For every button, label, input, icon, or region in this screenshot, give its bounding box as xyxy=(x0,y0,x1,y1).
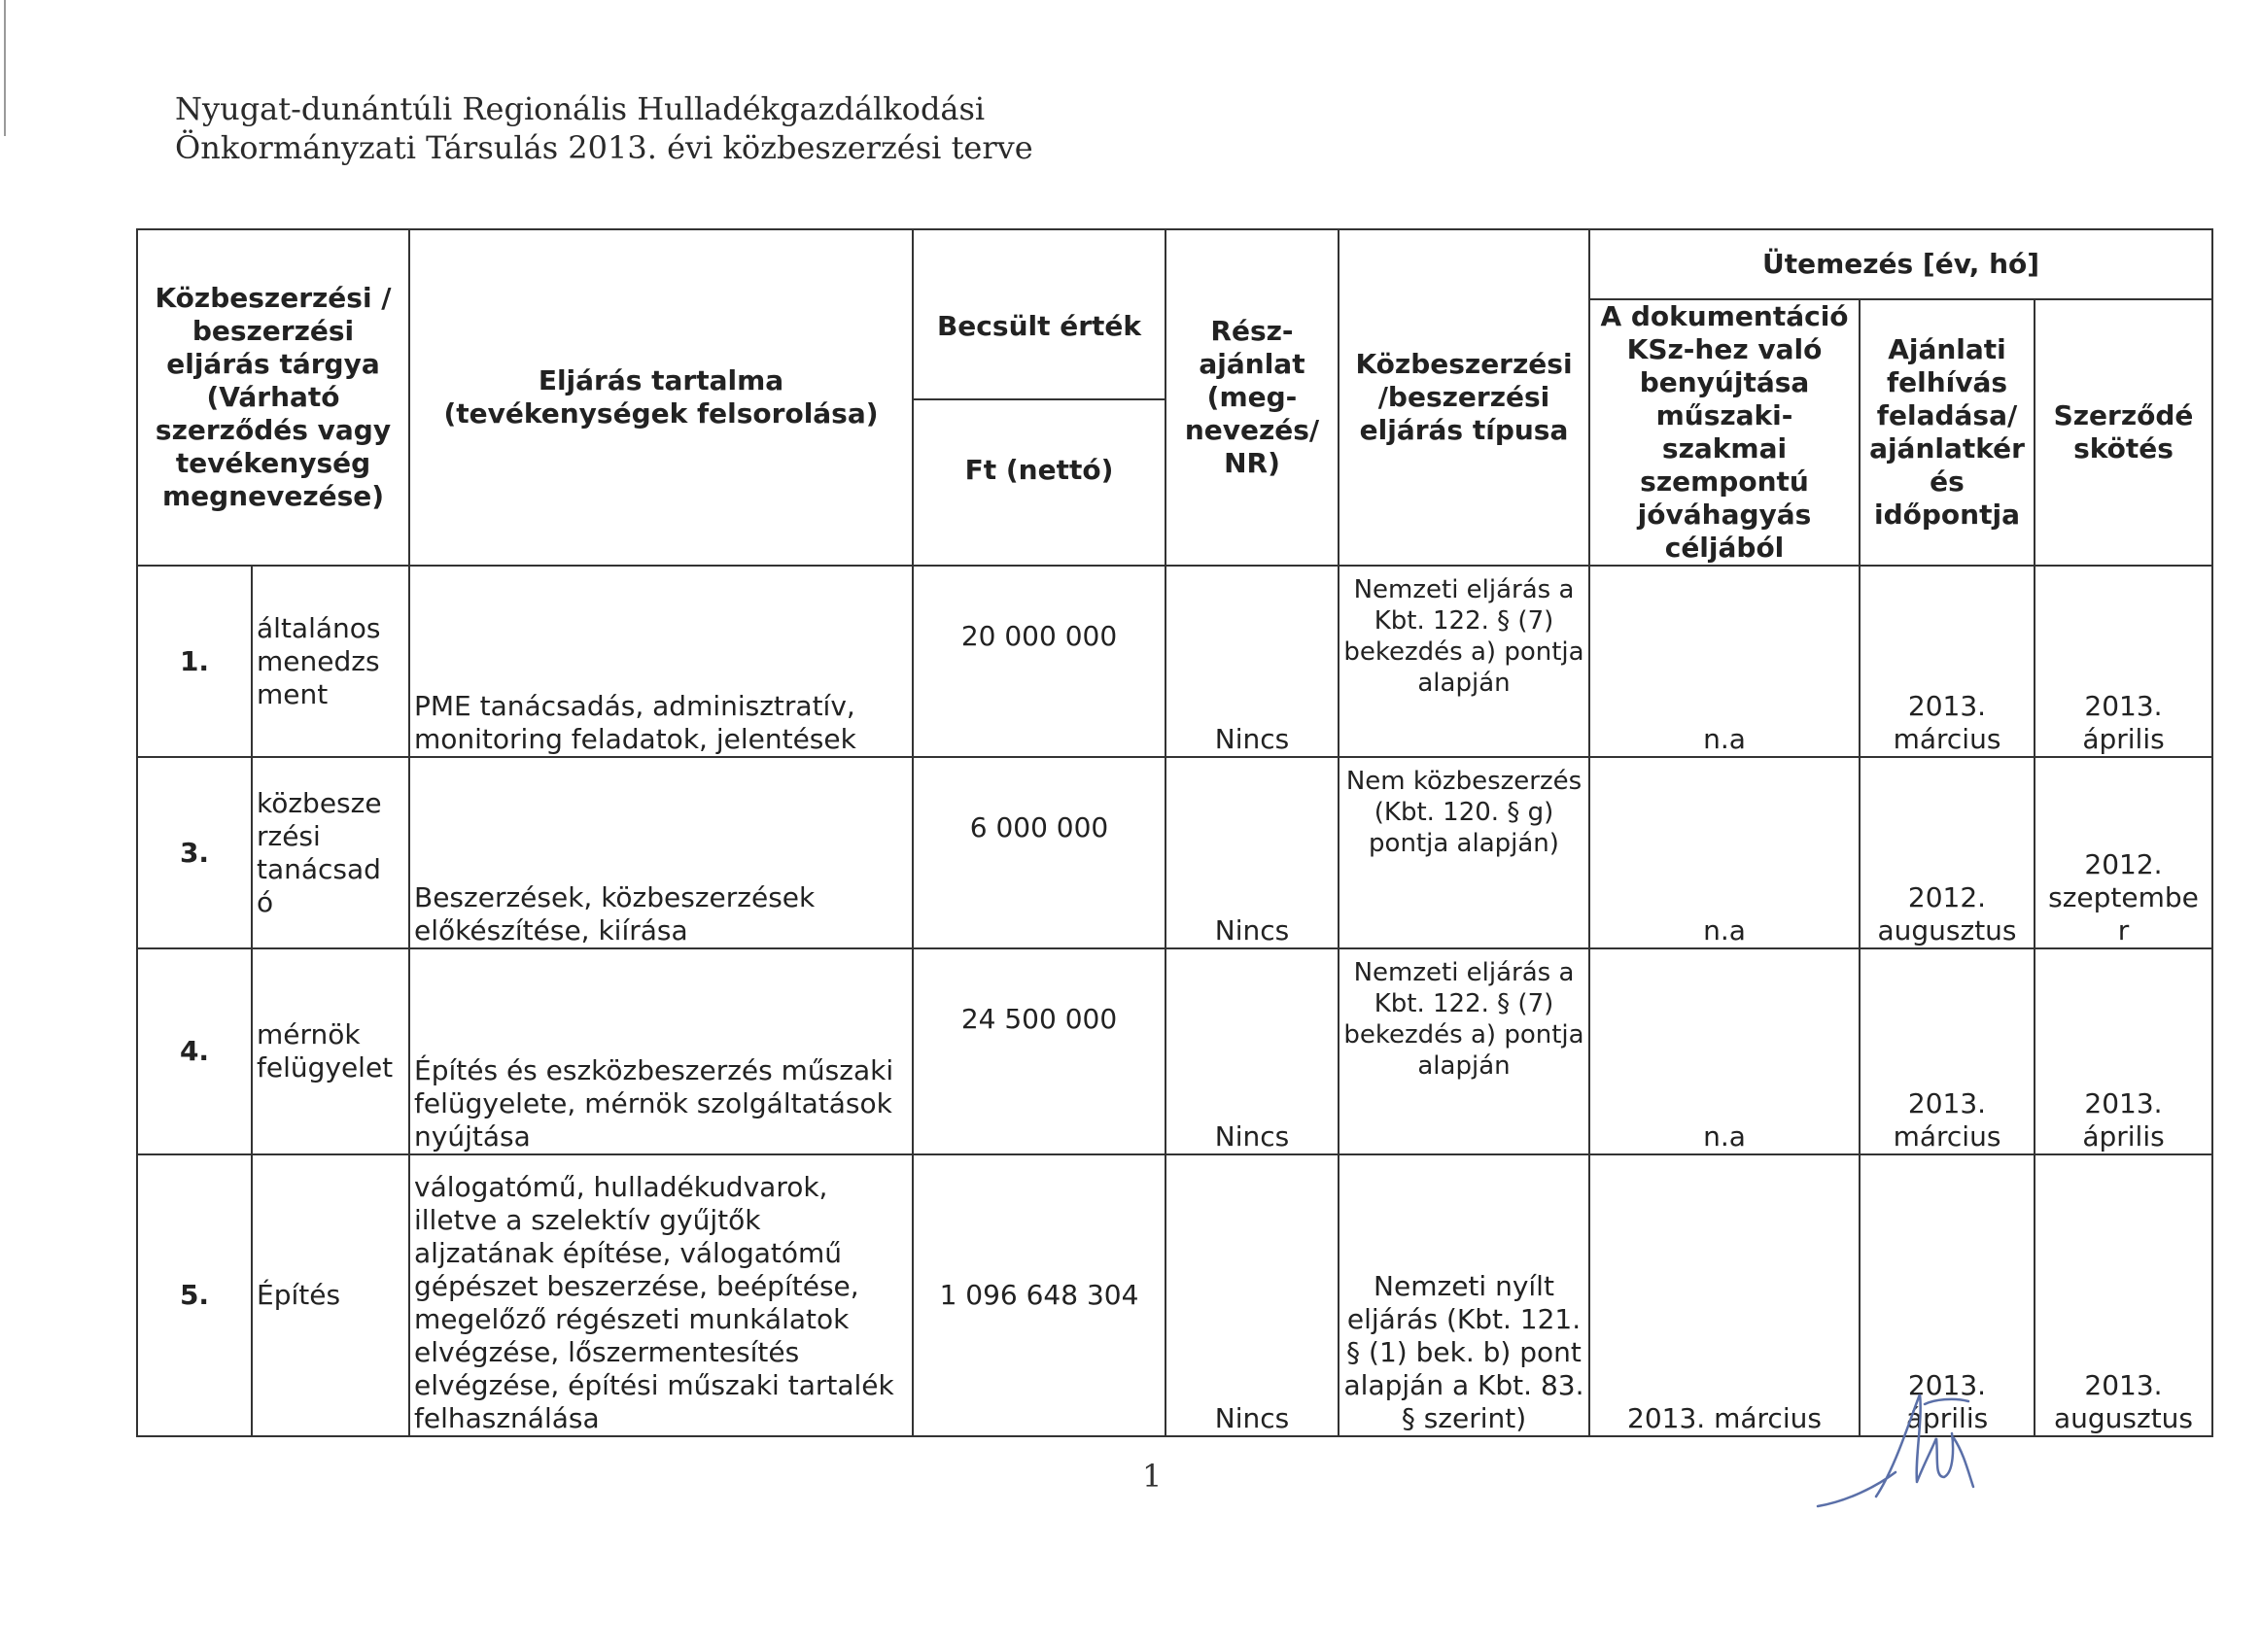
row-call: 2013. április xyxy=(1860,1154,2035,1436)
row-contract: 2013. április xyxy=(2035,948,2212,1154)
header-type: Közbeszerzési /beszerzési eljárás típusa xyxy=(1339,229,1589,566)
row-call: 2013. március xyxy=(1860,566,2035,757)
row-number: 5. xyxy=(137,1154,252,1436)
row-type: Nemzeti nyílt eljárás (Kbt. 121. § (1) bek. b) pont alapján a Kbt. 83. § szerint) xyxy=(1339,1154,1589,1436)
signature-icon xyxy=(1808,1380,1983,1526)
row-content: PME tanácsadás, adminisztratív, monitoring feladatok, jelentések xyxy=(409,566,913,757)
header-content: Eljárás tartalma (tevékenységek felsorolása) xyxy=(409,229,913,566)
row-category: közbesze rzési tanácsad ó xyxy=(252,757,409,948)
row-contract: 2012. szeptembe r xyxy=(2035,757,2212,948)
header-doc: A dokumentáció KSz-hez való benyújtása műszaki-szakmai szempontú jóváhagyás céljából xyxy=(1589,299,1860,566)
row-call: 2012. augusztus xyxy=(1860,757,2035,948)
table-row xyxy=(137,757,2212,948)
header-contract: Szerződé skötés xyxy=(2035,299,2212,566)
row-number: 4. xyxy=(137,948,252,1154)
row-call: 2013. március xyxy=(1860,948,2035,1154)
header-schedule: Ütemezés [év, hó] xyxy=(1589,229,2212,299)
row-doc: n.a xyxy=(1589,566,1860,757)
row-doc: n.a xyxy=(1589,948,1860,1154)
row-type: Nemzeti eljárás a Kbt. 122. § (7) bekezdés a) pontja alapján xyxy=(1339,566,1589,757)
row-content: Beszerzések, közbeszerzések előkészítése, kiírása xyxy=(409,757,913,948)
row-doc: n.a xyxy=(1589,757,1860,948)
row-partial: Nincs xyxy=(1165,1154,1339,1436)
row-value: 24 500 000 xyxy=(913,948,1165,1154)
header-value-cell xyxy=(913,229,1165,566)
header-value-unit: Ft (nettó) xyxy=(964,454,1114,486)
row-category: általános menedzs ment xyxy=(252,566,409,757)
row-type: Nem közbeszerzés (Kbt. 120. § g) pontja alapján) xyxy=(1339,757,1589,948)
scan-edge-line xyxy=(4,0,6,136)
table-row xyxy=(137,948,2212,1154)
title-line-1: Nyugat-dunántúli Regionális Hulladékgazdálkodási xyxy=(175,90,986,127)
row-value: 20 000 000 xyxy=(913,566,1165,757)
header-value: Becsült érték xyxy=(914,255,1165,400)
title-line-2: Önkormányzati Társulás 2013. évi közbeszerzési terve xyxy=(175,129,1033,166)
row-type: Nemzeti eljárás a Kbt. 122. § (7) bekezdés a) pontja alapján xyxy=(1339,948,1589,1154)
row-category: Építés xyxy=(252,1154,409,1436)
row-category: mérnök felügyelet xyxy=(252,948,409,1154)
header-subject: Közbeszerzési / beszerzési eljárás tárgya (Várható szerződés vagy tevékenység megnevezése) xyxy=(137,229,409,566)
procurement-plan-table xyxy=(136,228,2213,1437)
document-title xyxy=(175,89,1033,167)
header-partial: Rész-ajánlat (meg-nevezés/ NR) xyxy=(1165,229,1339,566)
row-partial: Nincs xyxy=(1165,757,1339,948)
row-content: válogatómű, hulladékudvarok, illetve a szelektív gyűjtők aljzatának építése, válogatómű gépészet beszerzése, beépítése, megelőző régészeti munkálatok elvégzése, lőszermentesítés elvégzése, építési műszaki tartalék felhasználása xyxy=(409,1154,913,1436)
row-contract: 2013. augusztus xyxy=(2035,1154,2212,1436)
row-partial: Nincs xyxy=(1165,948,1339,1154)
row-number: 3. xyxy=(137,757,252,948)
row-value: 1 096 648 304 xyxy=(913,1154,1165,1436)
row-partial: Nincs xyxy=(1165,566,1339,757)
row-number: 1. xyxy=(137,566,252,757)
row-value: 6 000 000 xyxy=(913,757,1165,948)
row-doc: 2013. március xyxy=(1589,1154,1860,1436)
row-contract: 2013. április xyxy=(2035,566,2212,757)
header-call: Ajánlati felhívás feladása/ ajánlatkér és időpontja xyxy=(1860,299,2035,566)
header-row-1 xyxy=(137,229,2212,299)
page-number: 1 xyxy=(1142,1458,1163,1495)
table-row xyxy=(137,566,2212,757)
row-content: Építés és eszközbeszerzés műszaki felügyelete, mérnök szolgáltatások nyújtása xyxy=(409,948,913,1154)
